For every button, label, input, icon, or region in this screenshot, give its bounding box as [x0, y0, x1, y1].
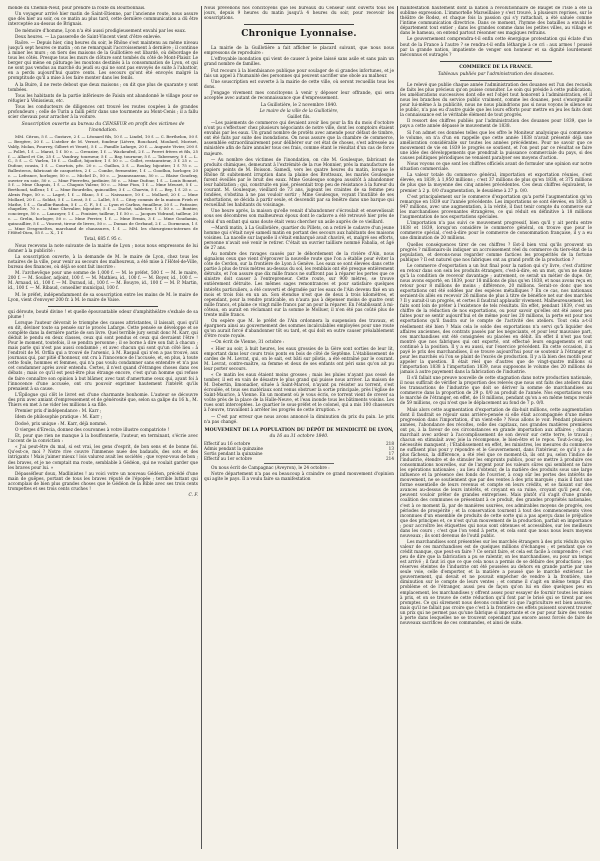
paragraph: Dodoé, prix unique : M. Karr, déjà nommé.: [15, 421, 107, 427]
section-divider: [460, 80, 532, 81]
section-subheading: Tableaux publiés par l'administration des douanes.: [437, 72, 555, 78]
table-title: MOUVEMENT DE LA POPULATION DU DÉPÔT DE MENDICITÉ DE LYON,: [204, 427, 394, 433]
paragraph: manifestation hautement dont la nation a révolutionnaire de Bauget de l'Isle a été la sublime expression. L'immortelle Marseillaise y s'est trouvé, à plusieurs reprises, sur le théâtre de Rodez, et chaque fois la passion qui s'y rattachait, a été saluée comme l'intime communication directrice. Dans ce moment, l'hymne des batailles a envahi le département tout entier ; dans les grandes comme dans les petites villes, au village et dans le hameau, on entend partout résonner ses magiques refrains.: [400, 6, 592, 37]
paragraph: Il ressort des chiffres publiés par l'administration des douanes pour 1839, que le pays a cette année dépassé le mouvement de 1838.: [400, 119, 592, 130]
dateline: La Guillotière, le 2 novembre 1840.: [260, 102, 338, 108]
row-value: 13: [388, 445, 394, 451]
section-divider: [264, 463, 334, 464]
paragraph: A la Buire, il ne reste debout que deux maisons ; on dit que plus de quarante y sont tombées.: [8, 82, 198, 93]
paragraph: J'engage vivement mes concitoyens à venir y déposer leur offrande, qui sera acceptée avec autant de reconnaissance que d'empressement.: [204, 91, 394, 102]
paragraph: O vierges d'Erecia, donnez des couronnes à votre illustre compatriote !: [15, 427, 170, 433]
paragraph: Il s'il fallait une preuve nouvelle de cette stagnation dans notre production nationale, il nous suffirait de vérifier la proportion des relevés que nous ont faits des ateliers dans les transactions de l'industrie que doit se dériver la somme de marchandises au commerce dans la proportion de 29 p. 0/0 au produit de l'année. Nos exportations vers le marché de l'étranger, en effet, de 18 millions, pendant qu'on a en même temps reculé de 59 millions, ce qui n'est que le déplacement au fond de 7 p. 0/0.: [400, 376, 592, 407]
paragraph: Notre département n'a pas eu beaucoup à craindre ce grand mouvement d'opinion qui agite le pays. Il a voulu faire sa manifestation: [204, 471, 394, 483]
paragraph: L'effroyable inondation qui vient de causer à peine laissé sans asile et sans pain un grand nombre de familles.: [204, 57, 394, 68]
row-label: Sortis pendant la quinzaine: [204, 450, 263, 456]
paragraph: La valeur totale du commerce général, importation et exportation réunies, s'est élevée, en 1839, à 1,950 millions ; c'est 37 millions de plus qu'en 1838, et 375 millions de plus que la moyenne des cinq années précédentes. Ces deux chiffres équivalent, le premier à 2 p. 0/0 d'augmentation, le deuxième à 27 p. 0/0.: [400, 173, 592, 194]
paragraph: Et, pour que rien ne manque à la bouffonnerie, l'auteur, en terminant, s'écrie avec l'accent de la conviction :: [8, 434, 198, 445]
paragraph: M. l'archevêque pour une somme de 1,000 f. — M. le préfet, 500 f. — M. le maire, 200 f. — M. Soulier, adjoint, 100 f. — M. Mathieu, id., 100 f. — M. Boyer, id., 100 f. — M. Arnaud, id., 100 f. — M. Duraud, id., 100 f. — M. Bouyre, id., 100 f. — M. P. Martin, id., 100 f. — M. Ribaud, conseiller municipal, 100 f.: [8, 271, 198, 292]
subscriber-list: MM. Citron, 5 f. — Gustave, 2 f. — Léonard fils, 10 f. — Lindel, 10 f. — C. Berthelon, 50 f. — Bergère, 20 f. — L'atelier de M. Vernet, fondeur (Lièvre, Bouchard, Moulard, Moriset, Valdy, Molan, Fourrey, Gilbert et Venet), 5 f. — Famille Lafarge, 20 f. — Auguste Vivier, 200 f. — Pollet, 1 f. — Marat, 1 f. 50 c. — Greuzier, 1 f. — Wackeufed, 2 f. — Perret frères et fils, 25 f. — Allard et Cie, 25 f. — Vaudray, tourneur, 5 f. — Bay, tourneur, 5 f. — Tabernery, 5 f. — L. C., 5 f. — C. Varlen, 10 f. — Gaillot, bijoutier, 1 f. 50 c. — Collet, restaurateur, 3 f. 25 c. — Dufour, cousin, 1 f. — Courtois, pêc. 20 c. — Guillon, 2 f. — Roulay, bijoutier, 1 f. 75 c. — Ballesteros, fabricant de casquettes, 2 f. — Combe, fermentier, 1 f. — Goodluu, horloger, 20 c. — Lefrance, horloger, 50 c. — Michel D., 50 c. — Jeanneauzeau, 50 c. — Blaise Goudray, ouvrier en soie, 50 c. — Mme Pierrefeu, jardinier, 50 c. — Mme Dufour, 1 f. — Louis Bonnet, 5 f. — Mme Chapuis, 1 f. — Chapuis Valeur, 50 c. — Mme Pion, 1 f. — Mme Meuset, 5 f. — Berthoud, tailleur, 1 f. — Mme Bourdelin, quincailler, 3 f. — Charvin, 5 f. — Bey, 1 f. 25 c. — Alexis Pape, 50 c. — Lagré, 1 f. — Blanc, 5 f. — Naissance, 10 f. — Mollard, 20 f. — Mme Mollard, 20 f. — Soldat, 5 f. — Lecat, 5 f. — Lallet, 5 f. — Citoy commis de la maison Frieh et Mathe, 1 f. — Gaullin-Baudon, 5 f. — C. F., 5 f. — Lyon et Carlins, émailleur, 20 f. — Patissier, chapelier, 70 c. — Mme Chevalier, bijoutier, 5 f. — Duché, tabletier, 1 f. 50 c. — Boxtier, concierge, 50 c. — Lanzoyer, 1 f. — Pouisier, tailleur, 1 f. 50 c. — Jacques Vidrand, tailleur, 20 c. — Grelin, horloger, 50 c. — Mme Perrier, 1 f. — Mme Ermin, 3 f. — Mme Goudamin, quincaillier, 5 f. — Vincent, tireur de livres, 50 c. — Dumas de Gerbaud, 2 f. — Dormeaux, 1 f. — Mme Desgeneltes, marchand de chaussures, 1 f. — MM. les chirurgiens-internes de l'Hôtel-Dieu, 55 f. — X., 1 f.: [8, 134, 198, 236]
paragraph: Premier prix d'indépendance : M. Karr ;: [15, 409, 102, 415]
paragraph: On espère que M. le préfet de l'Ain ordonnera la suspension des travaux, et épargnera ainsi au gouvernement des sommes incalculables employées pour une route qu'on aurait forcé d'abandonner tôt ou tard, et qui doit en outre causer préalablement d'être route royale.: [204, 318, 394, 340]
section-divider: [264, 43, 334, 44]
paragraph: De mémoire d'homme, Lyon n'a été aussi prodigieusement envahi par les eaux.: [15, 28, 187, 34]
section-heading: COMMERCE DE LA FRANCE.: [459, 64, 533, 70]
table-subtitle: du 16 au 31 octobre 1840.: [269, 433, 329, 439]
paragraph: —On écrit de Vienne, 31 octobre :: [211, 340, 285, 346]
section-divider: [440, 61, 552, 62]
row-label: Admis pendant la quinzaine: [204, 445, 264, 451]
paragraph: Mais alors cette augmentation d'exportation de dix-huit millions, cette augmentation dont il faudrait se réjouir sans arrière-pensée si elle était accompagnée d'une même progression dans l'importation, d'un vient-elle ? Nous allons le voir. Pendant plusieurs années, l'abondance des récoltes, celle des capitaux, nos grandes matières premières ont pu, à la faveur de ces circonstances en grande importation aux affaires ; chacun marchait avec ardeur à l'accomplissement de son devoir sur cette terre, le travail ; chacun en stimulait avec joie la récompense, le bien-être et le repos. Tout-à-coup, les nécessités manquent ; l'Établissement en effet, les ministres, les mesures du commerce ne suffisent plus pour y répondre et le Gouvernement, dans l'intérieur, ce qu'il y a de plus fâcheux, la différence, a été réel que ce moment-là, ils ont pu, selon l'indice de l'industrie, étendre et de stimuler les emprunts publics, pour se mettre à produire ces consommations nouvelles, sur de l'argent pour les valeurs sûres qui semblent se faire les opérations nationales ; au lieu d'obtenir, de la matière des produits sous une large influence et la présence des fonds de l'ouvrier, à coup sûr les pertes des intérêts de mouvement, ne se soutiennent que par des ventes à des prix marqués ; mais il faut une forme essentielle de leurs revenus et compte en leurs crédits, et se faisant sur des avances au-dessus de leurs intérêts, et croyant en sa ruine, croyant qu'il peut s'en, peuvent vouloir prêter de grandes entreprises. Mais plutôt s'il s'agit d'une grande coalition des communes se présentant à ce produit, des grandes propriétés nationales, c'est à ce moment là, par de manières usurées, ces admirables moyens de progrès, ces périodes de prospérité ; et la conservation tournent à tout des commencements vives inconnues d'un ensemble de produits de cette sorte qui a pas aperçu dans le préjudice que des principes et, ce n'est qu'un mouvement de la production, parfait en importance ; pour accroître les étiquettes qui nous sont obtenues et accessibles, sur les meilleurs dans les cours ; c'est que l'on vend à perte, et cela sont que nous nous leurs moyens nouveaux ; ils sont devenus de l'outil public.: [400, 407, 592, 539]
paragraph: Idem de philosophie pratique : M. Karr ;: [15, 415, 103, 421]
paragraph: Si l'on admet ces données telles que les offre le Moniteur analysique qui commence le volume, on n'a d'un en rappelle que cette année 1838 n'avait présenté déjà une amélioration considérable sur toutes les années précédentes. Pour ne savoir que ce mouvement de vie en 1839 le progrès se soutient, et l'on peut par ce résultat se faire une idée des développements que prendrait la puissance commerciale du pays, si des causes politiques périodiques ne venaient paralyser ses moyens d'action.: [400, 130, 592, 161]
paragraph: Quelles conséquences tirer de ces chiffres ? Est-il bien vrai qu'ils prouvent un progrès ? millionairs-ils indiquer un accroissement réel du commerce du tiers-état de la population, et devons-nous regarder comme factices les prospérités de la fortune publique ? Il est naturel que nos fabriques ont au grand profit de la production ?: [400, 242, 592, 263]
paragraph: La mairie de la Guillotière a fait afficher le placard suivant, que nous nous empressons de reproduire :: [204, 46, 394, 57]
paragraph: « Ce matin les eaux étaient moins grosses ; mais les pluies n'ayant pas cessé de tomber, il est en vain de désastre le plus grand qui puisse nous arriver. La maison de M. Debertin, limonadier, située à Saint-Marcel, n'ayant pu résister au torrent, s'est écroulée, et tous ses matériaux sont venus obstruer la sortie principale, près l'église de Saint-Maurice, à Vienne. En un moment où je vous écris, ce torrent vient de crever sa voûte près de la place de la Halle-Neuve, et l'eau inonde tous les bâtiments voisins. Les rues sont interceptées. Le quartier le sous-préfet et le colonel, qui a mis 100 chasseurs à l'œuvre, travaillent à arrêter les progrès de cette irruption. »: [204, 373, 394, 414]
paragraph: La souscription ouverte, à la demande de M. le maire de Lyon, chez tous les notaires de la ville, pour venir au secours des malheureux, a été mise à l'Hôtel-de-Ville, bureau des finances, où déjà se sont fait inscrire :: [8, 254, 198, 271]
paragraph: Nous prévenons nos concitoyens que les bureaux du Censeur sont ouverts tous les jours, depuis 9 heures du matin jusqu'à 4 heures du soir, pour recevoir les souscriptions.: [204, 6, 394, 22]
table-row: [204, 456, 394, 461]
paragraph: Raôre. — Depuis hier, cinq heures du soir, le Rhône s'est maintenu au même niveau jusqu'à sept heures ce matin ; on ne remarquait l'accroissement à dernière ; il continue à miner les murs ; on tiers des maisons de la Guillotière est libardé, où débordage de tous les côtés. Presque tous les murs de clôture sont tombés du côté de Mont-Plaisir. Le berger qui mène en pâturage les moutons destinés à la consommation de Lyon, et qui ne sont pas vendus au marché du jeudi ou qui ne sont pas envoyés de suite à l'abattoir, en a perdu aujourd'hui quatre cents. Les secours qu'ont été envoyés malgré la promptitude qu'il a mise à les faire monter dans les fenils.: [8, 41, 198, 82]
paragraph: Tous les conducteurs de diligences ont trouvé les routes coupées à de grandes profondeurs ; celle de Turin a failli périr dans une tourmente au Mont-Cenis ; il a fallu scier chevaux pour arracher à la voiture.: [8, 105, 198, 121]
paragraph: « J'ai peut-être du mal, si est vrai, les gens d'esprit, de bon sens et de bonne foi. Qu'est-ce, moi ? Notre rive couvre l'immense nuée des badauds, des sots et des intrigants ! Mais j'aimer mieux ! lois valurez avait les sociétés ; que voyez-vous de bon ; des braves, et je ne comptait ma route, semblable à Gédéon, qui ne voulait garder que les braves pour lui. »: [8, 445, 198, 471]
paragraph: Tous les habitants de la partie inférieure de Faisin ont abandonné le village pour se réfugier à Vénissieux, etc.: [8, 93, 198, 104]
column-left: [8, 6, 198, 849]
newspaper-page: [8, 6, 592, 849]
paragraph: Nous voyons ce que sont les chiffres officiels avant de formuler une opinion sur notre situation commerciale.: [400, 162, 592, 173]
paragraph: — C'est par erreur que nous avons annoncé la diminution du prix du pain. Le prix n'a pas changé.: [204, 414, 394, 425]
paragraph: Fut recours à la bienfaisance publique pour soulager de si grandes infortunes, et je fais un appel à l'humanité des personnes qui peuvent sacrifier une obole au malheur.: [204, 68, 394, 79]
paragraph: Une souscription est ouverte à la mairie de cette ville, où seront recueillis tous les dons.: [204, 79, 394, 91]
paragraph: « Hier au soir, à huit heures, les eaux grossies de la Gère sont sorties de leur lit, emportant dans leur cours trois ponts en bois de côté de Septême. L'établissement de cardes de M. Levrat, qui, on le sait, est bâti sur pilotis, a été entraîné par le courant. M. Levrat, contre-maître, sa femme et deux de ses enfants ont péri sans qu'on ait pu leur porter secours.: [204, 346, 394, 372]
signature: C. F.: [188, 493, 198, 499]
paragraph: monde du Chemin-Neuf, pour prendre la route du Bourbonnais.: [8, 6, 146, 11]
row-value: 214: [386, 455, 394, 461]
paragraph: Deux heures. — La passerelle de Saint-Vincent vient d'être enlevée.: [15, 34, 162, 40]
paragraph: —Les paiements de commerce qui devaient avoir lieu pour la fin du mois d'octobre n'ont pu s'effectuer chez plusieurs négociants de notre ville, dont les comptoirs étaient envahis par les eaux. Un grand nombre de protêts avec amende pour défaut de timbre, ont été faits par suite des inondations. On nous assure que la chambre de commerce, assemblée extraordinairement pour délibérer sur cet état de choses, s'est adressée au ministère afin de faire annuler tous ces frais, comme étant le résultat d'un cas de force majeure.: [204, 121, 394, 157]
signature-title: Le maire de la ville de la Guillotière,: [259, 108, 339, 114]
row-label: Effectif au 16 octobre: [204, 440, 251, 446]
paragraph: C'est principalement sur le commerce d'exportation qu'a porté l'augmentation qu'on remarque en 1839 sur l'année précédente. Les importations se sont élevées, en 1839, à 947 millions, avec une augmentation, à la vérité, il faut tenir compte du commerce sur les marchandises provenantes étrangères, ce qui réduit en définitive à 18 millions l'augmentation de nos exportations spéciales.: [400, 194, 592, 220]
paragraph: Lorsque l'auteur dévorait le triomphe des causes attristantes, il laissait, quoi qu'il en dit, déviner toute sa pensée sur le procès Lafarge. Cette pensée se développe et se complète dans la dernière partie de son livre. Quel terrible jury serait donc M. Karr, qui déduit le pendu en deux classes, ceux qui sont pendus et ceux qui devraient l'être ! Pour le moment, toutefois, il se pendra personne ; il se borne à dire son fait à chacun ; mais parle qui n'est pas aussi condamné ; et avec chacun qui sont qu'un côté lieu : à l'endroit de M. Orfila qui a trouvé de l'arsenic, à M. Raspail qui n'en a pas trouvé, aux journaux qui, par pitié d'honneur, ont cru à l'innocence de l'accusée, et, en plus, à toute cette foule, hommes et femmes, qui n'a pas voulu condamner sans entendre et n'a pas cet condamner après avoir entendu. Certes, il n'est quand d'étranges choses dans ces débats ; mais ce qu'il est peut-être plus étrange encore, c'est qu'un homme qui refuse de faire connaître son opinion à but blâmer, avec tant d'amertume ceux qui, ayant foi à l'innocence d'une accusée, ont cru pouvoir exprimer hautement l'intérêt qu'ils prenaient à sa cause.: [8, 321, 198, 392]
paragraph: Le gouvernement comprendra-t-il enfin cette énergique protestation qui éclate d'un bout de la France à l'autre ? se rendra-t-il enfin léthargie à ce cri : aux armes ! poussé par la grande nation, impatiente de venger son honneur et sa dignité lourdement méconnus et outragés ?: [400, 37, 592, 58]
paragraph: M. le préfet, indépendamment de sa souscription entre les mains de M. le maire de Lyon, vient d'envoyer 200 fr. à M. le maire de Vaise.: [8, 292, 198, 303]
paragraph: Une heure après, la maison qu'elle venait d'abandonner s'écroulait et ensevelissait sous ses décombres son malheureux époux dont le cadavre a été retrouvé hier près de celui d'un enfant qui sans doute était venu chercher un asile auprès de ce vieillard.: [204, 209, 394, 225]
paragraph: L'importation n'a pas suivi ce mouvement progressif, bien qu'il y ait perdu entre 1838 et 1839, lorsqu'on considère le commerce général, on trouve que pour le commerce spécial, c'est-à-dire pour le commerce de consommation française, il y a eu une diminution de 20 millions.: [400, 221, 592, 242]
paragraph: — Au nombre des victimes de l'inondation, on cite M. Goulesque, fabricant de produits chimiques, demeurant à l'extrémité de la rue Monnier, près la manufacture de papiers peints de M. Boisson. Samedi, vers les quatre heures du matin, lorsque le Rhône fit subitement irruption dans la plaine des Brotteaux, les mariés Goulesque furent éveillés par le bruit des eaux. Mme Goulesque songea aussitôt à abandonner leur habitation ; qui, construite en pisé, présentait trop peu de résistance à la fureur du courant. M. Goulesque, vieillard de 73 ans, jugeant les craintes de sa femme peu fondées, s'obstina à ne pas vouloir sortir ; Mme Goulesque, voyant l'inutilité de ses exhortations, se décida à partir seule, et descendit par sa fenêtre dans une barque qui recueillait les habitants du voisinage.: [204, 157, 394, 209]
paragraph: Les marchandises sont présentées sur les marchés étrangers à des prix réduits qu'en valeur de ces marchandises est de quelques millions d'échanges ; et pendant que ce crédit manque, que peut-on faire ? Ce serait faire, et cela est facile à comprendre ; c'est peu de dire que la fabrication a pu se ralentir, on les marchandises, ou pour un temps est arrivé ; il faut ici que ce que cela nous a permis de se défaire des productions ; les réserves éteintes de l'industrie ont été poussées au dehors en grande partie par une seule voie, celle d'emporter, et la matière a poussé que le marché extérieur. Le gouvernement, qui devait et ne pouvait empêcher de vendre à la frontière, une diminution sur le compte de leurs ventes ; et comme il s'agit en même temps d'un problème et de l'étranger, aussi peu de façon qu'on lui en dise quelques peu en emplacement, les marchandises y offrent assez pour essayer de fournir toutes les mises à prix, et on se trouve de cette réduction qu'il font par le brisé qui se tirent par ses promptes. Ce qui sûrement nous devons combler ici que l'agriculture est bien assurée, mais qu'il ne fallait pas croire que c'est à la frontière ces effets puissent souvent trouver un prix qui ne permet pas qu'une fabrique si importante et ce pur pour faire des ventes à perte dans lesquelles ne se trouvent cependant pas encore assez forcés de faire de nouveaux sacrifices de ces commandes, et ainsi de suite.: [400, 540, 592, 626]
column-rule: [397, 6, 398, 849]
subscription-total: Total, 685 f. 95 c.: [84, 237, 122, 243]
signature: Gaillet fils.: [287, 115, 311, 121]
paragraph: Le relevé que publie chaque année l'administration des douanes est l'un des recueils de faits les plus précieux qu'on puisse consulter. Le soin qui préside à cette publication, les améliorations successives dont elle est l'objet tout honorent à l'administration, et il nous les branches du service public vraiment, comme les douanes, peut s'enorgueillir pour lui-même à la publicité, nous ne nous plaindrions pas si nous voyons le silence ou le public, n'a pas eu d'autre guide que les lours efforts pour mettre en jeu les faits dont la connaissance est le véritable élément de tout progrès.: [400, 82, 592, 119]
paragraph: Au nombre des ravages causés par le débordement de la rivière d'Ain, nous signalons ceux que vient d'éprouver la nouvelle route que l'on a établie pour éviter la côte de Cerdon, sur la frontière de Lyon à Genève. Les eaux se sont élevées dans cette partie à plus de trois mètres au-dessus du sol, les remblais ont été presque entièrement détruits, et l'on assure que dix mille francs ne suffiront pas à réparer les pertes que ce sinistre doit causer à l'entrepreneur. Cette route, sur 900 mètres, se trouve entièrement détruite. Les mêmes sages remontrances et pour satisfaire quelques intérêts particuliers, a été converti et dégradée par les eaux de l'Ain devenu fixé en un mois et trois fois en un an. Son étendue n'est que de deux à trois kilomètres, et cependant, pour la rendre praticable, on n'aura pas à dépenser moins de quatre cent mille francs, et plaine ce vingt mille francs par an pour la réparer. En l'établissant à mi-côteau, on aurait en réclamant sur la somme le Molluer, il n'en été pas coûté plus de trente mille francs.: [204, 252, 394, 318]
paragraph: Dépasséfleur doux, Madlinistes ! au voici votre un nouveau Gédéon, précédé d'une main de guêpes, portant de tous les braves réputé de l'épopée ; terrible luttant qui accomplais de bien plus grandes choses que le Gédéon de la Bible avec ses trois cents trompettes et ses trois cents cruches !: [8, 471, 198, 492]
column-middle: [204, 6, 394, 849]
paragraph: qui déroute, bouté divine ! et quelle épouvantable odeur d'amphithéâtre s'exhale de sa plume !: [8, 309, 198, 320]
paragraph: Un voyageur arrivé hier matin de Saint-Etienne, par l'ancienne route, nous assure que dès hier au soir, ou ce matin au plus tard, cette dernière communication a dû être interceptée au-dessus de Brignais.: [8, 12, 198, 28]
row-value: 17: [388, 450, 394, 456]
section-heading: Chronique Lyonnaise.: [241, 29, 357, 40]
paragraph: On nous écrit de Campagnac (Aveyron), le 24 octobre :: [211, 465, 330, 471]
column-rule: [201, 6, 202, 849]
row-value: 218: [386, 440, 394, 446]
paragraph: L'Épilogue qui clôt le livret est d'une charmante bonhomie. L'auteur se découvre des prix avec amiant d'empressement et de générosité que, selon sa galipe du 16 h., M. Thiers en met à ne vider les millions à sa fille.: [8, 392, 198, 408]
subscription-heading: Souscription ouverte au bureau du CENSEUR en profit des victimes de l'inondation.: [21, 122, 185, 133]
row-label: Effectif au 1er octobre: [204, 455, 252, 461]
section-divider: [244, 24, 354, 25]
population-table: [204, 441, 394, 461]
section-divider: [48, 306, 158, 307]
paragraph: Le commerce d'exportation a un but final pour la nation qui s'y livre, c'est d'attirer en retour dans son sein les produits étrangers, c'est-à-dire, en un mot, qu'on ne donne qu'à la condition de recevoir davantage ; autrement, ce serait un métier de dupe. Or, nous avons exporté, en 1839, pour 18 millions de plus qu'en 1838, et nous avons reçu en retour pour 8 millions de moins ; différence, 20 millions. Serait-ce donc que nos exportations ont été soldées par des espèces métalliques ? En ce cas, nos nationaux seraient-ils allés en recevoir 26 millions de plus à titre de bénéfice net sur des marchés ? Il y aurait-il un progrès, et certes il faudrait applaudir vivement. Malheureusement, les faits sont loin de prêter à l'existence de tels résultats. En effet, pendant 1839, c'est un chiffre de la réduction de nos exportations, ou pour savoir qu'elles ont été assez peu faites pour se sentir aujourd'hui et de même pour les 20 millions, la perte est pour nos exportations qu'il faudra sur le compte de l'activité des ateliers. Tout cela a-t-il réellement été bien ? Mais cela le solde des exportations n'a servi qu'à liquider des affaires anciennes, des contrats passés par les négociants, et pour leur mauvaise part, ces marchandises ont été consignées ou placées en débit. En effet il n'est pas tout montré que nos fabriques qui ont exporté, ont effectué leurs engagements et ont continué à la position. Il y a eu aussi, sur l'exercice précédent. En cette occasion, il a payé le prix des marchandises, il se trouve aujourd'hui pour se soutenir à l'étranger et pour les marchés où l'on se plaint de l'excès de production. Il y a là bien des motifs pour appeler la question. Il était réel que d'autres que de vingt-quatre millions si l'importation 1838 à l'importation 1839, nous supposons le volume des 20 millions de jamais à autre payement dans la fabrication de l'industrie.: [400, 263, 592, 375]
paragraph: Nous recevons la note suivante de la mairie de Lyon ; nous nous empressons de lui donner à la publicité :: [8, 243, 198, 254]
paragraph: —Mardi matin, à La Guillotière, quartier du Pillets, on a retiré le cadavre d'un jeune homme qui s'était noyé samedi matin en portant des secours aux habitants des maisons voisines. La nacelle sur laquelle il s'était embarqué avait chaviré, et, malgré ses efforts, personne n'avait osé venir le retirer. C'était un ouvrier taillisre nommé Fabalia, et âgé de 27 ans.: [204, 225, 394, 251]
column-right: [400, 6, 592, 849]
